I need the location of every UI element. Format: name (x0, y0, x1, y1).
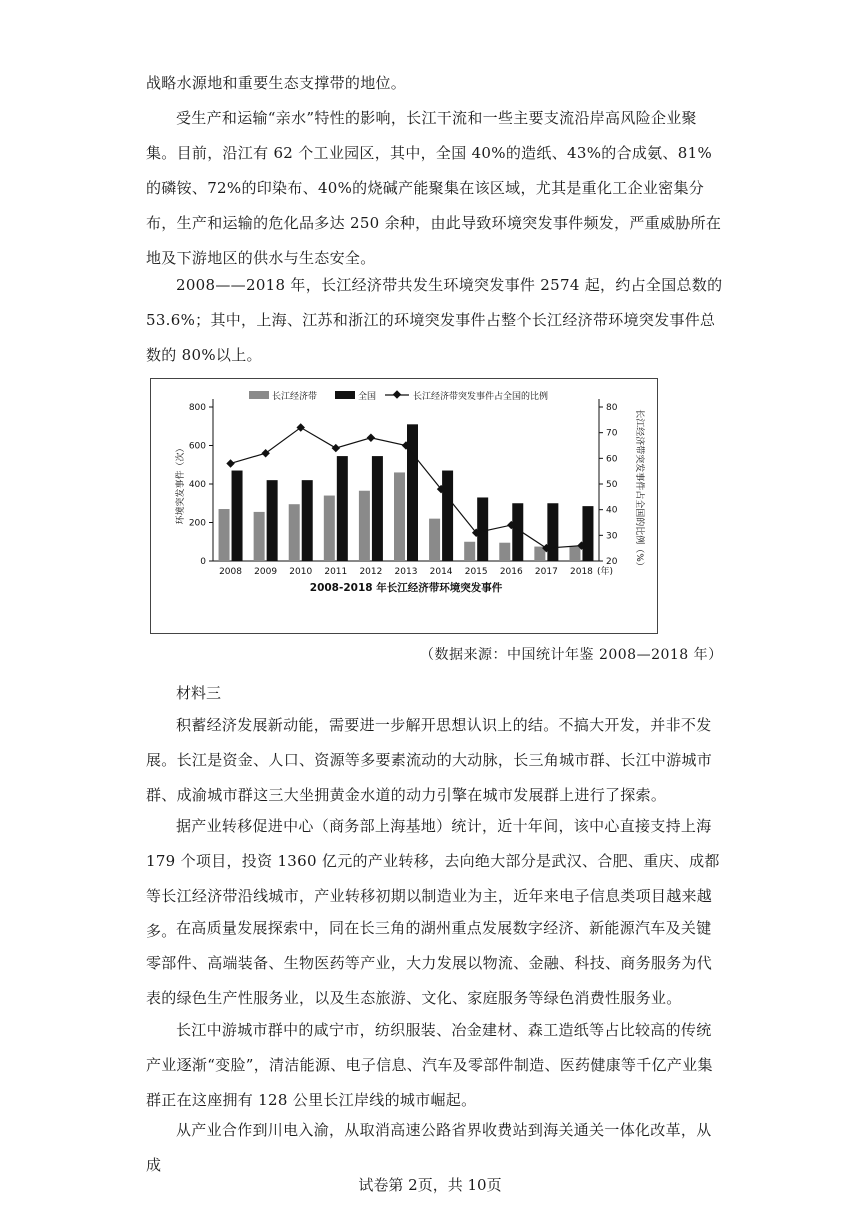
paragraph-continued: 战略水源地和重要生态支撑带的地位。 (146, 74, 407, 92)
ratio-point-2010 (296, 423, 304, 431)
bar-yangtze-2009 (254, 512, 265, 561)
x-tick-label-2008: 2008 (219, 567, 242, 577)
chart-svg (151, 379, 659, 635)
x-axis-unit: (年) (597, 567, 614, 577)
bar-national-2008 (232, 471, 243, 561)
y-tick-label-left: 200 (188, 518, 206, 529)
bar-national-2018 (582, 506, 593, 561)
legend-swatch-national (335, 391, 355, 399)
bar-national-2017 (547, 503, 558, 561)
chart-title: 2008-2018 年长江经济带环境突发事件 (309, 582, 503, 594)
paragraph-cooperation: 从产业合作到川电入渝，从取消高速公路省界收费站到海关通关一体化改革，从成 (146, 1121, 712, 1174)
ratio-point-2012 (367, 434, 375, 442)
x-tick-label-2009: 2009 (254, 567, 278, 577)
y-tick-label-right: 50 (606, 480, 618, 490)
bar-national-2012 (372, 456, 383, 561)
bar-national-2014 (442, 471, 453, 561)
y-tick-label-left: 0 (200, 557, 206, 567)
ratio-point-2011 (332, 444, 340, 452)
y-tick-label-right: 40 (606, 505, 618, 516)
bar-yangtze-2015 (464, 542, 475, 561)
y-tick-label-left: 600 (188, 441, 206, 452)
ratio-point-2009 (261, 449, 269, 457)
bar-national-2009 (267, 480, 278, 561)
x-tick-label-2010: 2010 (289, 567, 313, 577)
y-axis-label-left: 环境突发事件（次） (176, 443, 186, 525)
legend-swatch-yangtze (249, 391, 269, 399)
bar-yangtze-2014 (429, 519, 440, 561)
bar-yangtze-2012 (359, 491, 370, 561)
x-tick-label-2018: 2018 (570, 567, 593, 577)
bar-national-2011 (337, 456, 348, 561)
legend-marker-ratio (393, 390, 401, 398)
y-tick-label-right: 70 (606, 428, 618, 439)
bar-yangtze-2011 (324, 496, 335, 561)
bar-yangtze-2016 (499, 543, 510, 561)
x-tick-label-2011: 2011 (324, 567, 348, 577)
ratio-point-2008 (226, 459, 234, 467)
legend-label-ratio: 长江经济带突发事件占全国的比例 (413, 392, 549, 402)
bar-yangtze-2018 (569, 547, 580, 561)
y-axis-label-right: 长江经济带突发事件占全国的比例（%） (634, 409, 644, 571)
y-tick-label-left: 800 (188, 403, 206, 413)
x-tick-label-2016: 2016 (499, 567, 523, 577)
y-tick-label-right: 20 (606, 557, 618, 567)
paragraph-new-momentum: 积蓄经济发展新动能，需要进一步解开思想认识上的结。不搞大开发，并非不发展。长江是资金、人口、资源等多要素流动的大动脉，长三角城市群、长江中游城市群、成渝城市群这三大坐拥黄金水道的动力引擎在城市发展群上进行了探索。 (146, 716, 713, 804)
y-tick-label-right: 30 (606, 531, 618, 542)
bar-national-2015 (477, 497, 488, 561)
paragraph-huzhou: 在高质量发展探索中，同在长三角的湖州重点发展数字经济、新能源汽车及关键零部件、高端装备、生物医药等产业，大力发展以物流、金融、科技、商务服务为代表的绿色生产性服务业，以及生态旅游、文化、家庭服务等绿色消费性服务业。 (146, 919, 713, 1007)
y-tick-label-right: 60 (606, 454, 618, 465)
bar-national-2010 (302, 480, 313, 561)
page-footer: 试卷第 2页，共 10页 (358, 1176, 502, 1194)
bar-yangtze-2013 (394, 472, 405, 561)
x-tick-label-2017: 2017 (534, 567, 558, 577)
legend-label-yangtze: 长江经济带 (272, 392, 318, 402)
bar-yangtze-2008 (219, 509, 230, 561)
paragraph-industry-transfer: 据产业转移促进中心（商务部上海基地）统计，近十年间，该中心直接支持上海 179 个项目，投资 1360 亿元的产业转移，去向绝大部分是武汉、合肥、重庆、成都等长江经济带沿线城市，产业转移初期以制造业为主，近年来电子信息类项目越来越多。 (146, 817, 720, 940)
bar-yangtze-2010 (289, 504, 300, 561)
material-label: 材料三 (176, 684, 222, 702)
incident-chart (150, 378, 658, 634)
x-tick-label-2012: 2012 (359, 567, 383, 577)
y-tick-label-left: 400 (188, 480, 206, 490)
data-source-note: （数据来源：中国统计年鉴 2008—2018 年） (420, 647, 723, 663)
legend-label-national: 全国 (358, 392, 377, 402)
y-tick-label-right: 80 (606, 403, 618, 413)
x-tick-label-2014: 2014 (429, 567, 453, 577)
x-tick-label-2013: 2013 (394, 567, 418, 577)
paragraph-incident-stats: 2008——2018 年，长江经济带共发生环境突发事件 2574 起，约占全国总数的 53.6%；其中，上海、江苏和浙江的环境突发事件占整个长江经济带环境突发事件总数的 80%以上。 (146, 276, 723, 364)
x-tick-label-2015: 2015 (464, 567, 488, 577)
paragraph-risk-enterprises: 受生产和运输“亲水”特性的影响，长江干流和一些主要支流沿岸高风险企业聚集。目前，沿江有 62 个工业园区，其中，全国 40%的造纸、43%的合成氨、81%的磷铵、72%的印染布、40%的烧碱产能聚集在该区域，尤其是重化工企业密集分布，生产和运输的危化品多达 250 余种，由此导致环境突发事件频发，严重威胁所在地及下游地区的供水与生态安全。 (146, 109, 722, 267)
paragraph-xianning: 长江中游城市群中的咸宁市，纺织服装、冶金建材、森工造纸等占比较高的传统产业逐渐“变脸”，清洁能源、电子信息、汽车及零部件制造、医药健康等千亿产业集群正在这座拥有 128 公里长江岸线的城市崛起。 (146, 1021, 713, 1109)
